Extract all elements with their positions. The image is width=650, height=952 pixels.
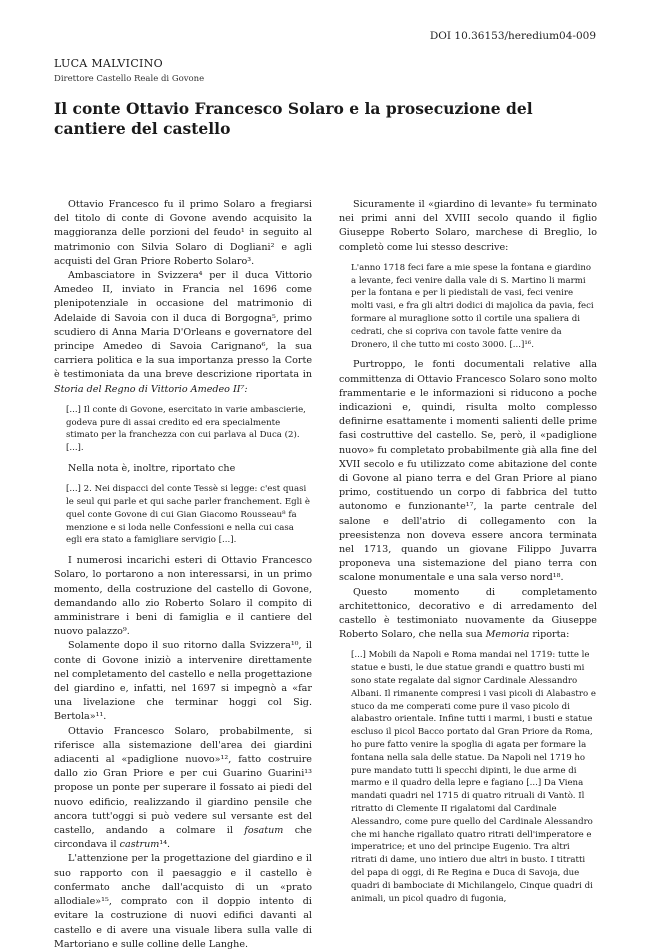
paragraph: Questo momento di completamento architettonico, decorativo e di arredamento del castello è testimoniato nuovamente da Giuseppe Roberto Solaro, che nella sua Memoria riporta: — [339, 586, 597, 641]
block-quote: L'anno 1718 feci fare a mie spese la fontana e giardino a levante, feci venire dalla vale di S. Martino li marmi per la fontana e per li piedistali de vasi, feci venire molti vasi, e fra gli altri dodici di majolica da pavia, feci formare al muraglione sotto il cortile una spaliera di cedrati, che si copriva con tavole fatte venire da Dronero, il che tutto mi costo 3000. [...]¹⁶. — [351, 262, 594, 350]
doi-label: DOI 10.36153/heredium04-009 — [429, 30, 596, 42]
article-title: Il conte Ottavio Francesco Solaro e la prosecuzione del cantiere del castello — [54, 99, 533, 138]
paragraph: Solamente dopo il suo ritorno dalla Svizzera¹⁰, il conte di Govone iniziò a intervenire direttamente nel completamento del castello e nella progettazione del giardino e, infatti, nel 1697 si impegnò a «far una livelazione che terminar hoggi col Sig. Bertola»¹¹. — [54, 640, 312, 723]
paragraph: Nella nota è, inoltre, riportato che — [68, 463, 236, 475]
author-affiliation: Direttore Castello Reale di Govone — [54, 74, 205, 84]
paragraph: Ottavio Francesco Solaro, probabilmente, si riferisce alla sistemazione dell'area dei giardini adiacenti al «padiglione nuovo»¹², fatto costruire dallo zio Gran Priore e per cui Guarino Guarini¹³ propose un ponte per superare il fossato ai piedi del nuovo edificio, realizzando il giardino pensile che ancora tutt'oggi si può vedere sul versante est del castello, andando a colmare il fosatum che circondava il castrum¹⁴. — [54, 725, 312, 851]
paragraph: Sicuramente il «giardino di levante» fu terminato nei primi anni del XVIII secolo quando il figlio Giuseppe Roberto Solaro, marchese di Breglio, lo completò come lui stesso descrive: — [339, 199, 597, 253]
italic-title: Storia del Regno di Vittorio Amedeo II⁷: — [54, 383, 248, 395]
left-column — [54, 198, 312, 952]
paragraph: Purtroppo, le fonti documentali relative alla committenza di Ottavio Francesco Solaro sono molto frammentarie e le informazioni si riducono a poche indicazioni e, quindi, risulta molto complesso definirne esattamente i momenti salienti delle prime fasi costruttive del castello. Se, però, il «padiglione nuovo» fu completato probabilmente già alla fine del XVII secolo e fu utilizzato come abitazione del conte di Govone al piano terra e del Gran Priore al piano primo, costituendo un corpo di fabbrica del tutto autonomo e funzionante¹⁷, la parte centrale del salone e dell'atrio di collegamento con la preesistenza non doveva essere ancora terminata nel 1713, quando un giovane Filippo Juvarra proponeva una sistemazione del piano terra con scalone monumentale e una sala verso nord¹⁸. — [339, 359, 597, 584]
paragraph: I numerosi incarichi esteri di Ottavio Francesco Solaro, lo portarono a non interessarsi, in un primo momento, della costruzione del castello di Govone, demandando allo zio Roberto Solaro il compito di amministrare i beni di famiglia e il cantiere del nuovo palazzo⁹. — [54, 555, 312, 638]
author-name: LUCA MALVICINO — [54, 57, 163, 70]
block-quote: [...] Il conte di Govone, esercitato in varie ambascierie, godeva pure di assai credito ed era specialmente stimato per la franchezza con cui parlava al Duca (2). [...]. — [66, 404, 306, 454]
right-column — [339, 198, 597, 912]
block-quote: [...] Mobili da Napoli e Roma mandai nel 1719: tutte le statue e busti, le due statue grandi e quattro busti mi sono state regalate dal signor Cardinale Alessandro Albani. Il rimanente compresi i vasi picoli di Alabastro e stuco da me comperati come pure il vaso picolo di alabastro orientale. Infine tutti i marmi, i busti e statue escluso il picol Bacco portato dal Gran Priore da Roma, ho pure fatto venire la spoglia di agata per formare la fontana nella sala delle statue. Da Napoli nel 1719 ho pure mandato tutti li specchi dipinti, le due arme di marmo e il quadro della lepre e fagiano [...] Da Viena mandati quadri nel 1715 di quatro ritruali di Vantò. Il ritratto di Clemente II rigalatomi dal Cardinale Alessandro, come pure quello del Cardinale Alessandro che mi hanche rigallato quatro ritrati dell'imperatore e imperatrice; et uno del principe Eugenio. Tra altri ritrati di dame, uno intiero due altri in busto. I titratti del papa di oggi, di Re Regina e Duca di Savoja, due quadri di bambociate di Michilangelo, Cinque quadri di animali, un picol quadro di fugonia, — [351, 650, 596, 904]
paragraph: L'attenzione per la progettazione del giardino e il suo rapporto con il paesaggio e il castello è confermato anche dall'acquisto di un «prato allodiale»¹⁵, comprato con il doppio intento di evitare la costruzione di nuovi edifici davanti al castello e di avere una visuale libera sulla valle di Martoriano e sulle colline delle Langhe. — [54, 853, 312, 950]
block-quote: [...] 2. Nei dispacci del conte Tessè si legge: c'est quasi le seul qui parle et qui sache parler franchement. Egli è quel conte Govone di cui Gian Giacomo Rousseau⁸ fa menzione e si loda nelle Confessioni e nella cui casa egli era stato a famigliare servigio [...]. — [66, 484, 310, 546]
paragraph: Ottavio Francesco fu il primo Solaro a fregiarsi del titolo di conte di Govone avendo acquisito la maggioranza delle porzioni del feudo¹ in seguito al matrimonio con Silvia Solaro di Dogliani² e agli acquisti del Gran Priore Roberto Solaro³. — [54, 199, 312, 267]
paragraph: Ambasciatore in Svizzera⁴ per il duca Vittorio Amedeo II, inviato in Francia nel 1696 come plenipotenziale in occasione del matrimonio di Adelaide di Savoia con il duca di Borgogna⁵, primo scudiero di Anna Maria D'Orleans e governatore del principe Amedeo di Savoia Carignano⁶, la sua carriera politica e la sua importanza presso la Corte è testimoniata da una breve descrizione riportata in Storia del Regno di Vittorio Amedeo II⁷: — [54, 270, 312, 395]
